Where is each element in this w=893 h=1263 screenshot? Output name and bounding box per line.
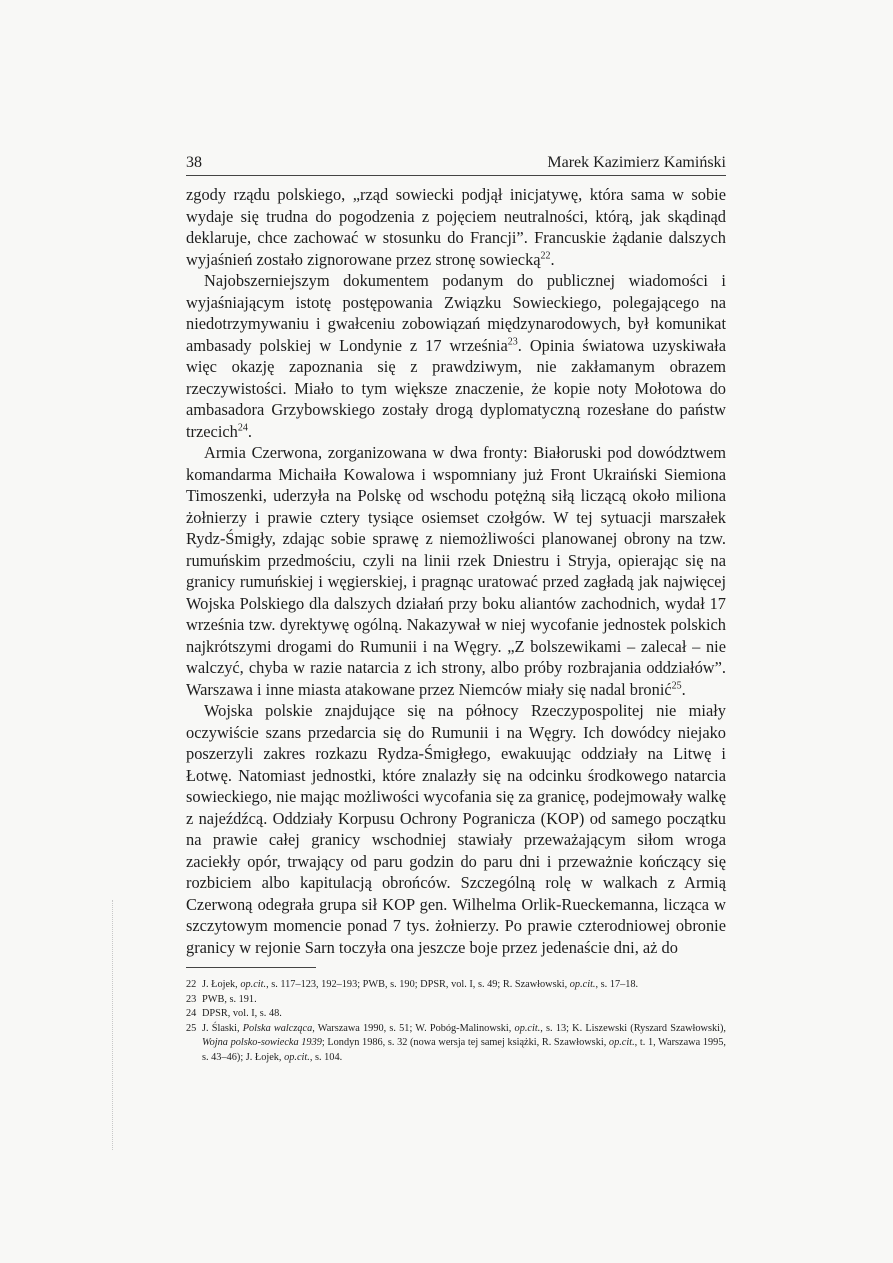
footnote-text: DPSR, vol. I, s. 48. [202, 1008, 282, 1020]
footnote-number: 25 [186, 1022, 197, 1034]
footnote-divider [186, 967, 316, 968]
footnote-text: PWB, s. 191. [202, 993, 257, 1005]
footnote-text: J. Łojek, op.cit., s. 117–123, 192–193; PWB, s. 190; DPSR, vol. I, s. 49; R. Szawłowski, op.cit., s. 17–18. [202, 979, 639, 990]
main-text [186, 184, 726, 958]
footnote-22 [186, 978, 726, 993]
footnote-ref-25[interactable]: 25 [671, 680, 682, 692]
paragraph-3: Armia Czerwona, zorganizowana w dwa fronty: Białoruski pod dowództwem komandarma Michaiła Kowalowa i wspomniany już Front Ukraiński Siemiona Timoszenki, uderzyła na Polskę od wschodu potężną siłą liczącą około miliona żołnierzy i prawie cztery tysiące osiemset czołgów. W tej sytuacji marszałek Rydz-Śmigły, zdając sobie sprawę z niemożliwości planowanej obrony na tzw. rumuńskim przedmościu, czyli na linii rzek Dniestru i Stryja, opierając się na granicy rumuńskiej i węgierskiej, i pragnąc uratować przed zagładą jak najwięcej Wojska Polskiego dla dalszych działań przy boku aliantów zachodnich, wydał 17 września tzw. dyrektywę ogólną. Nakazywał w niej wycofanie jednostek polskich najkrótszymi drogami do Rumunii i na Węgry. „Z bolszewikami – zalecał – nie walczyć, chyba w razie natarcia z ich strony, albo próby rozbrajania oddziałów”. Warszawa i inne miasta atakowane przez Niemców miały się nadal bronić$^{25}$. [186, 443, 726, 699]
footnotes [186, 978, 726, 1066]
footnote-number: 23 [186, 993, 197, 1005]
paragraph-4: Wojska polskie znajdujące się na północy Rzeczypospolitej nie miały oczywiście szans przedarcia się do Rumunii i na Węgry. Ich dowódcy niejako poszerzyli zakres rozkazu Rydza-Śmigłego, ewakuując oddziały na Litwę i Łotwę. Natomiast jednostki, które znalazły się na odcinku środkowego natarcia sowieckiego, nie mając możliwości wycofania się za granicę, podejmowały walkę z najeźdźcą. Oddziały Korpusu Ochrony Pogranicza (KOP) od samego początku na prawie całej granicy wschodniej stawiały przeważającym siłom wroga zaciekły opór, trwający od paru godzin do paru dni i przeważnie kończący się rozbiciem albo kapitulacją obrońców. Szczególną rolę w walkach z Armią Czerwoną odegrała grupa sił KOP gen. Wilhelma Orlik-Rueckemanna, licząca w szczytowym momencie ponad 7 tys. żołnierzy. Po prawie czterodniowej obronie granicy w rejonie Sarn toczyła ona jeszcze boje przez jedenaście dni, aż do [186, 701, 726, 957]
footnote-number: 24 [186, 1008, 197, 1020]
footnote-23 [186, 993, 726, 1008]
footnote-ref-22[interactable]: 22 [540, 250, 551, 262]
footnote-text: J. Ślaski, Polska walcząca, Warszawa 1990, s. 51; W. Pobóg-Malinowski, op.cit., s. 13; K. Liszewski (Ryszard Szawłowski), Wojna polsko-sowiecka 1939; Londyn 1986, s. 32 (nowa wersja tej samej książki, R. Szawłowski, op.cit., t. 1, Warszawa 1995, s. 43–46); J. Łojek, op.cit., s. 104. [202, 1022, 726, 1063]
paragraph-1: zgody rządu polskiego, „rząd sowiecki podjął inicjatywę, która sama w sobie wydaje się trudna do pogodzenia z pojęciem neutralności, którą, jak skądinąd deklaruje, chce zachować w stosunku do Francji”. Francuskie żądanie dalszych wyjaśnień zostało zignorowane przez stronę sowiecką$^{22}$. [186, 185, 726, 269]
page-number: 38 [186, 154, 202, 171]
page-header [186, 153, 726, 176]
paragraph-2: Najobszerniejszym dokumentem podanym do publicznej wiadomości i wyjaśniającym istotę postępowania Związku Sowieckiego, polegającego na niedotrzymywaniu i gwałceniu zobowiązań międzynarodowych, był komunikat ambasady polskiej w Londynie z 17 września$^{23}$. Opinia światowa uzyskiwała więc okazję zapoznania się z prawdziwym, nie zakłamanym obrazem rzeczywistości. Miało to tym większe znaczenie, że kopie noty Mołotowa do ambasadora Grzybowskiego zostały drogą dyplomatyczną rozesłane do państw trzecich$^{24}$. [186, 271, 727, 441]
footnote-number: 22 [186, 979, 197, 990]
footnote-ref-23[interactable]: 23 [507, 336, 518, 348]
scan-margin-artifact [112, 900, 113, 1150]
running-head: Marek Kazimierz Kamiński [547, 154, 726, 171]
book-page [186, 153, 726, 1066]
footnote-ref-24[interactable]: 24 [237, 422, 248, 434]
footnote-24 [186, 1007, 726, 1022]
footnote-25 [186, 1022, 726, 1066]
